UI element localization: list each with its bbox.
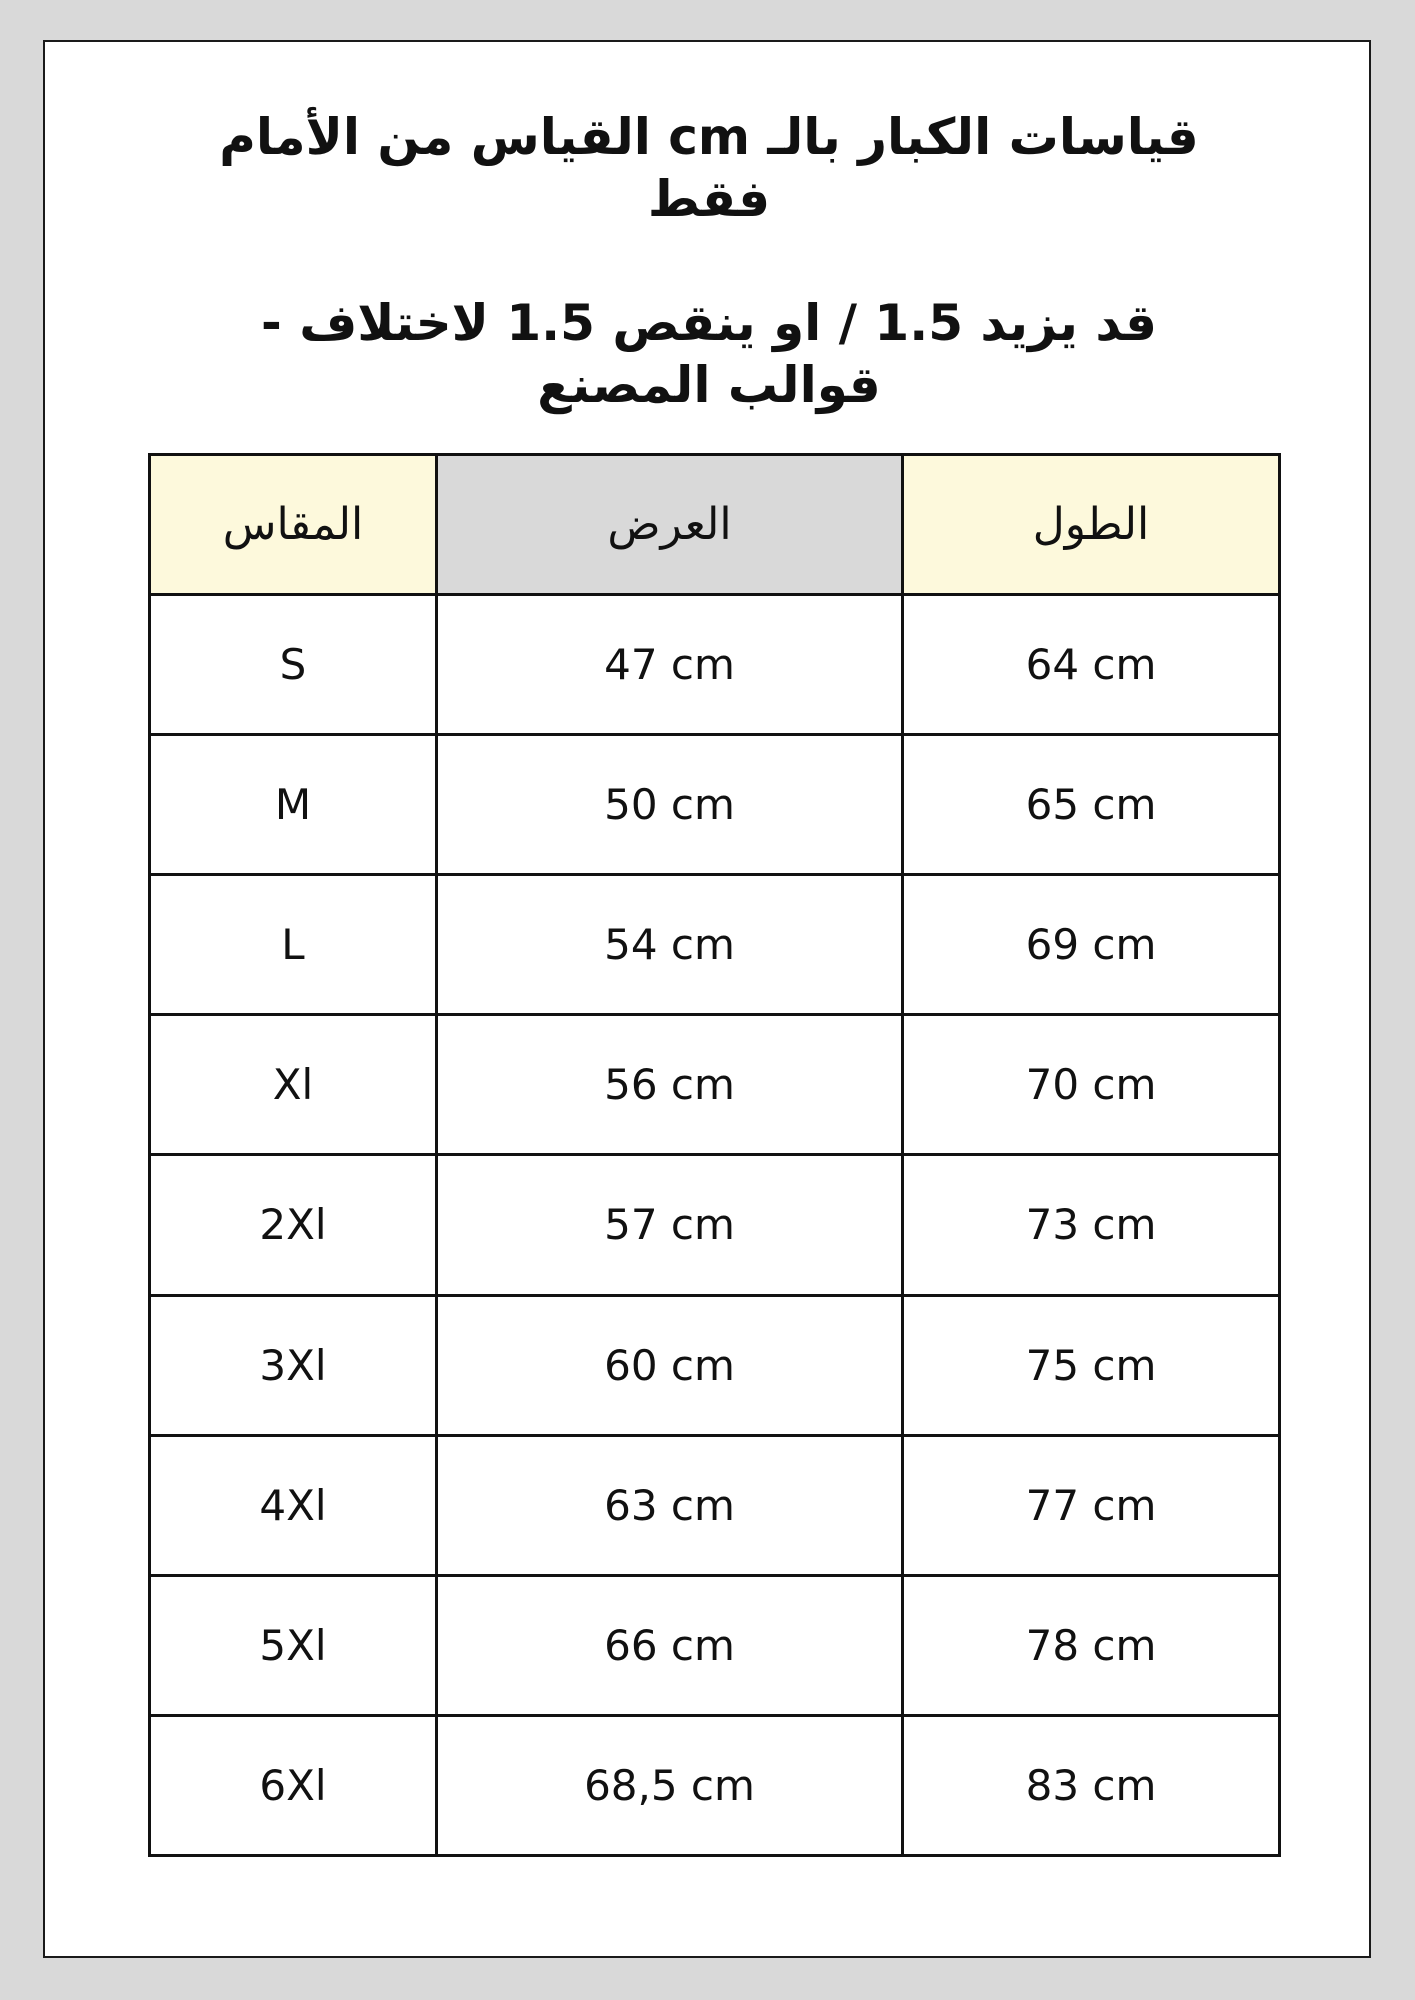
table-row xyxy=(150,1155,1280,1295)
width-cell: 57 cm xyxy=(437,1155,903,1295)
size-cell: 2Xl xyxy=(150,1155,437,1295)
length-cell: 73 cm xyxy=(903,1155,1280,1295)
table-row xyxy=(150,1575,1280,1715)
header-length: الطول xyxy=(903,455,1280,595)
size-table xyxy=(148,453,1281,1857)
width-cell: 68,5 cm xyxy=(437,1715,903,1855)
length-cell: 83 cm xyxy=(903,1715,1280,1855)
table-row xyxy=(150,1015,1280,1155)
width-cell: 47 cm xyxy=(437,595,903,735)
length-cell: 78 cm xyxy=(903,1575,1280,1715)
table-row xyxy=(150,1715,1280,1855)
page-title: قياسات الكبار بالـ cm القياس من الأمام فقط xyxy=(219,108,1199,228)
size-chart-page xyxy=(43,40,1371,1958)
size-cell: 5Xl xyxy=(150,1575,437,1715)
header-width: العرض xyxy=(437,455,903,595)
width-cell: 50 cm xyxy=(437,735,903,875)
size-cell: L xyxy=(150,875,437,1015)
length-cell: 77 cm xyxy=(903,1435,1280,1575)
size-cell: 4Xl xyxy=(150,1435,437,1575)
table-row xyxy=(150,595,1280,735)
table-row xyxy=(150,735,1280,875)
length-cell: 69 cm xyxy=(903,875,1280,1015)
length-cell: 64 cm xyxy=(903,595,1280,735)
table-row xyxy=(150,1435,1280,1575)
size-cell: Xl xyxy=(150,1015,437,1155)
width-cell: 56 cm xyxy=(437,1015,903,1155)
page-subtitle: قد يزيد 1.5 / او ينقص 1.5 لاختلاف - قوالب المصنع xyxy=(261,294,1157,414)
length-cell: 65 cm xyxy=(903,735,1280,875)
size-cell: M xyxy=(150,735,437,875)
width-cell: 63 cm xyxy=(437,1435,903,1575)
table-header-row xyxy=(150,455,1280,595)
width-cell: 54 cm xyxy=(437,875,903,1015)
size-cell: S xyxy=(150,595,437,735)
table-row xyxy=(150,875,1280,1015)
size-cell: 3Xl xyxy=(150,1295,437,1435)
width-cell: 66 cm xyxy=(437,1575,903,1715)
length-cell: 70 cm xyxy=(903,1015,1280,1155)
size-cell: 6Xl xyxy=(150,1715,437,1855)
header-size: المقاس xyxy=(150,455,437,595)
table-row xyxy=(150,1295,1280,1435)
width-cell: 60 cm xyxy=(437,1295,903,1435)
length-cell: 75 cm xyxy=(903,1295,1280,1435)
